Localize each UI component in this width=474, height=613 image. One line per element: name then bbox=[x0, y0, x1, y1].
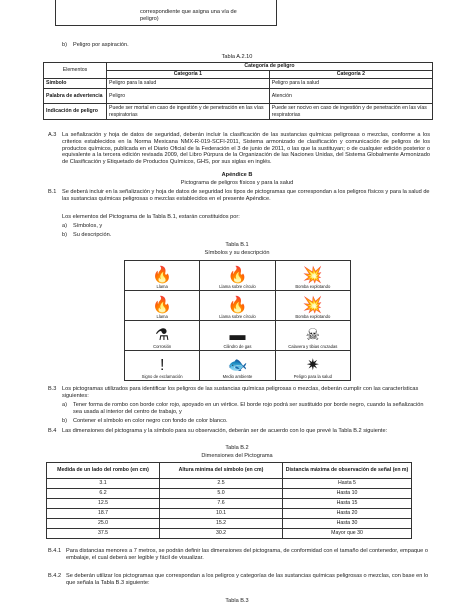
table-a210 bbox=[43, 62, 433, 120]
top-fragment-line2: peligro) bbox=[140, 16, 159, 22]
pictogram-cell bbox=[275, 260, 351, 291]
para-b41-text: Para distancias menores a 7 metros, se podrán definir las dimensiones del pictograma, de conformidad con el tamaño del contenedor, empaque o embalaje, el cual deberá ser legible y fácil de visualizar. bbox=[66, 548, 428, 561]
para-b1-num: B.1 bbox=[48, 189, 57, 195]
table-b2-subtitle: Dimensiones del Pictograma bbox=[201, 453, 273, 459]
item-b-label: b) bbox=[62, 42, 67, 48]
health-hazard-icon: ✷ bbox=[306, 357, 320, 374]
table-b2-cell: 12.5 bbox=[47, 499, 160, 509]
appendix-subtitle: Pictograma de peligros físicos y para la salud bbox=[180, 180, 294, 186]
pictogram-cell bbox=[124, 260, 200, 291]
table-b2 bbox=[46, 462, 412, 539]
para-b4-num: B.4 bbox=[48, 428, 57, 434]
pictogram-caption: Llama bbox=[156, 314, 168, 319]
pictogram-caption: Bomba explotando bbox=[295, 284, 331, 289]
pictogram-cell bbox=[275, 320, 351, 351]
flame-icon: 🔥 bbox=[152, 297, 173, 314]
list-item-text: Su descripción. bbox=[73, 232, 112, 238]
pictogram-cell bbox=[124, 320, 200, 351]
table-a210-cell: Puede ser mortal en caso de ingestión y de penetración en las vías respiratorias bbox=[107, 104, 270, 120]
list-item-label: a) bbox=[62, 402, 67, 408]
table-b2-cell: 7.6 bbox=[160, 499, 283, 509]
pictogram-cell bbox=[199, 350, 275, 381]
pictogram-caption: Bomba explotando bbox=[295, 314, 331, 319]
para-b3-num: B.3 bbox=[48, 386, 57, 392]
table-a210-row-label: Indicación de peligro bbox=[44, 104, 107, 120]
table-a210-cell: Peligro para la salud bbox=[269, 79, 432, 89]
table-b2-cell: 37.5 bbox=[47, 529, 160, 539]
gas-cylinder-icon: ▬ bbox=[229, 327, 246, 344]
table-b2-cell: Mayor que 30 bbox=[283, 529, 412, 539]
table-b2-header: Altura mínima del símbolo (en cm) bbox=[160, 463, 283, 479]
table-b2-cell: 2.5 bbox=[160, 479, 283, 489]
table-b3-title: Tabla B.3 bbox=[225, 598, 249, 604]
table-a210-cell: Peligro bbox=[107, 89, 270, 104]
pictogram-caption: Corrosión bbox=[153, 344, 172, 349]
pictogram-cell bbox=[199, 320, 275, 351]
table-b2-cell: 10.1 bbox=[160, 509, 283, 519]
list-item-label: a) bbox=[62, 223, 67, 229]
table-b2-cell: 5.0 bbox=[160, 489, 283, 499]
pictogram-cell bbox=[199, 290, 275, 321]
table-b2-cell: 3.1 bbox=[47, 479, 160, 489]
appendix-title: Apéndice B bbox=[221, 172, 253, 178]
table-a210-head-cat1: Categoría 1 bbox=[107, 71, 270, 79]
para-b42-num: B.4.2 bbox=[48, 573, 62, 579]
table-b2-cell: Hasta 10 bbox=[283, 489, 412, 499]
pictogram-cell bbox=[275, 350, 351, 381]
para-b3-text: Los pictogramas utilizados para identificar los peligros de las sustancias químicas peligrosas o mezclas, deberán cumplir con las características siguientes: bbox=[62, 386, 419, 399]
pictogram-caption: Peligro para la salud bbox=[293, 374, 332, 379]
pictogram-cell bbox=[124, 290, 200, 321]
table-b2-cell: Hasta 5 bbox=[283, 479, 412, 489]
para-a3-num: A.3 bbox=[48, 132, 57, 138]
top-fragment-line1: correspondiente que asigna una vía de bbox=[140, 9, 237, 15]
table-b2-cell: 6.2 bbox=[47, 489, 160, 499]
table-b1-subtitle: Símbolos y su descripción bbox=[204, 250, 270, 256]
pictogram-caption: Llama sobre círculo bbox=[219, 314, 256, 319]
table-b2-cell: Hasta 20 bbox=[283, 509, 412, 519]
item-b-text: Peligro por aspiración. bbox=[73, 42, 129, 48]
table-a210-cell: Peligro para la salud bbox=[107, 79, 270, 89]
para-b41-num: B.4.1 bbox=[48, 548, 62, 554]
table-b1-title: Tabla B.1 bbox=[225, 242, 249, 248]
table-b2-cell: 18.7 bbox=[47, 509, 160, 519]
table-a210-row-label: Símbolo bbox=[44, 79, 107, 89]
para-b-intro: Los elementos del Pictograma de la Tabla B.1, estarán constituidos por: bbox=[62, 214, 240, 220]
pictogram-caption: Calavera y tibias cruzadas bbox=[288, 344, 338, 349]
exploding-bomb-icon: 💥 bbox=[302, 267, 323, 284]
list-item-text: Contener el símbolo en color negro con fondo de color blanco. bbox=[73, 418, 228, 424]
table-b2-cell: Hasta 15 bbox=[283, 499, 412, 509]
pictogram-caption: Signo de exclamación bbox=[141, 374, 183, 379]
table-b2-cell: 15.2 bbox=[160, 519, 283, 529]
list-item-text: Símbolos, y bbox=[73, 223, 103, 229]
flame-over-circle-icon: 🔥 bbox=[227, 297, 248, 314]
table-b2-title: Tabla B.2 bbox=[225, 445, 249, 451]
pictogram-caption: Llama sobre círculo bbox=[219, 284, 256, 289]
flame-over-circle-icon: 🔥 bbox=[227, 267, 248, 284]
para-a3-text: La señalización y hoja de datos de seguridad, deberán incluir la clasificación de las sustancias químicas peligrosas o mezclas, conforme a los criterios establecidos en la Norma Mexicana NMX-R-019-SCFI-2011, Sistema armonizado de clasificación y comunicación de peligros de los productos químicos, publicada en el Diario Oficial de la Federación el 3 de junio de 2011, o las que la sustituyan; o de cualquier edición posterior o equivalente a la tercera edición revisada 2009, del Libro Púrpura de la Organización de las Naciones Unidas, del Sistema Globalmente Armonizado de Clasificación y Etiquetado de Productos Químicos, GHS, por sus siglas en inglés. bbox=[62, 132, 430, 166]
para-b4-text: Las dimensiones del pictograma y la símbolo para su observación, deberán ser de acuerdo con lo que prevé la Tabla B.2 siguiente: bbox=[62, 428, 388, 434]
skull-crossbones-icon: ☠ bbox=[305, 327, 320, 344]
table-a210-head-category: Categoría de peligro bbox=[107, 63, 433, 71]
exclamation-icon: ! bbox=[159, 357, 165, 374]
table-a210-head-elements: Elementos bbox=[44, 63, 107, 79]
pictogram-cell bbox=[275, 290, 351, 321]
flame-over-circle-icon: 🔥 bbox=[152, 267, 173, 284]
pictogram-caption: Cilindro de gas bbox=[223, 344, 252, 349]
pictogram-cell bbox=[199, 260, 275, 291]
corrosion-icon: ⚗ bbox=[154, 327, 170, 344]
exploding-bomb-icon: 💥 bbox=[302, 297, 323, 314]
para-b42-text: Se deberán utilizar los pictogramas que correspondan a los peligros y categorías de las sustancias químicas peligrosas o mezclas, con base en lo que señala la Tabla B.3 siguiente: bbox=[66, 573, 429, 586]
table-b2-header: Medida de un lado del rombo (en cm) bbox=[47, 463, 160, 479]
environment-icon: 🐟 bbox=[227, 357, 248, 374]
list-item-label: b) bbox=[62, 232, 67, 238]
pictogram-caption: Medio ambiente bbox=[222, 374, 253, 379]
table-b2-header: Distancia máxima de observación de señal (en m) bbox=[283, 463, 412, 479]
table-b1-grid bbox=[124, 260, 350, 380]
table-a210-cell: Puede ser nocivo en caso de ingestión y de penetración en las vías respiratorias bbox=[269, 104, 432, 120]
table-a210-head-cat2: Categoría 2 bbox=[269, 71, 432, 79]
pictogram-caption: Llama bbox=[156, 284, 168, 289]
table-b2-cell: 30.2 bbox=[160, 529, 283, 539]
table-a210-title: Tabla A.2.10 bbox=[221, 54, 253, 60]
table-b2-cell: 25.0 bbox=[47, 519, 160, 529]
list-item-text: Tener forma de rombo con borde color rojo, apoyado en un vértice. El borde rojo podrá ser sustituido por borde negro, cuando la señalización sea usada al interior del centro de trabajo, y bbox=[73, 402, 424, 415]
table-a210-cell: Atención bbox=[269, 89, 432, 104]
list-item-label: b) bbox=[62, 418, 67, 424]
table-a210-row-label: Palabra de advertencia bbox=[44, 89, 107, 104]
pictogram-cell bbox=[124, 350, 200, 381]
para-b1-text: Se deberá incluir en la señalización y hoja de datos de seguridad los tipos de pictogramas que correspondan a los peligros físicos y para la salud de las sustancias químicas peligrosas o mezclas establecidos en el presente Apéndice. bbox=[62, 189, 430, 202]
table-b2-cell: Hasta 30 bbox=[283, 519, 412, 529]
